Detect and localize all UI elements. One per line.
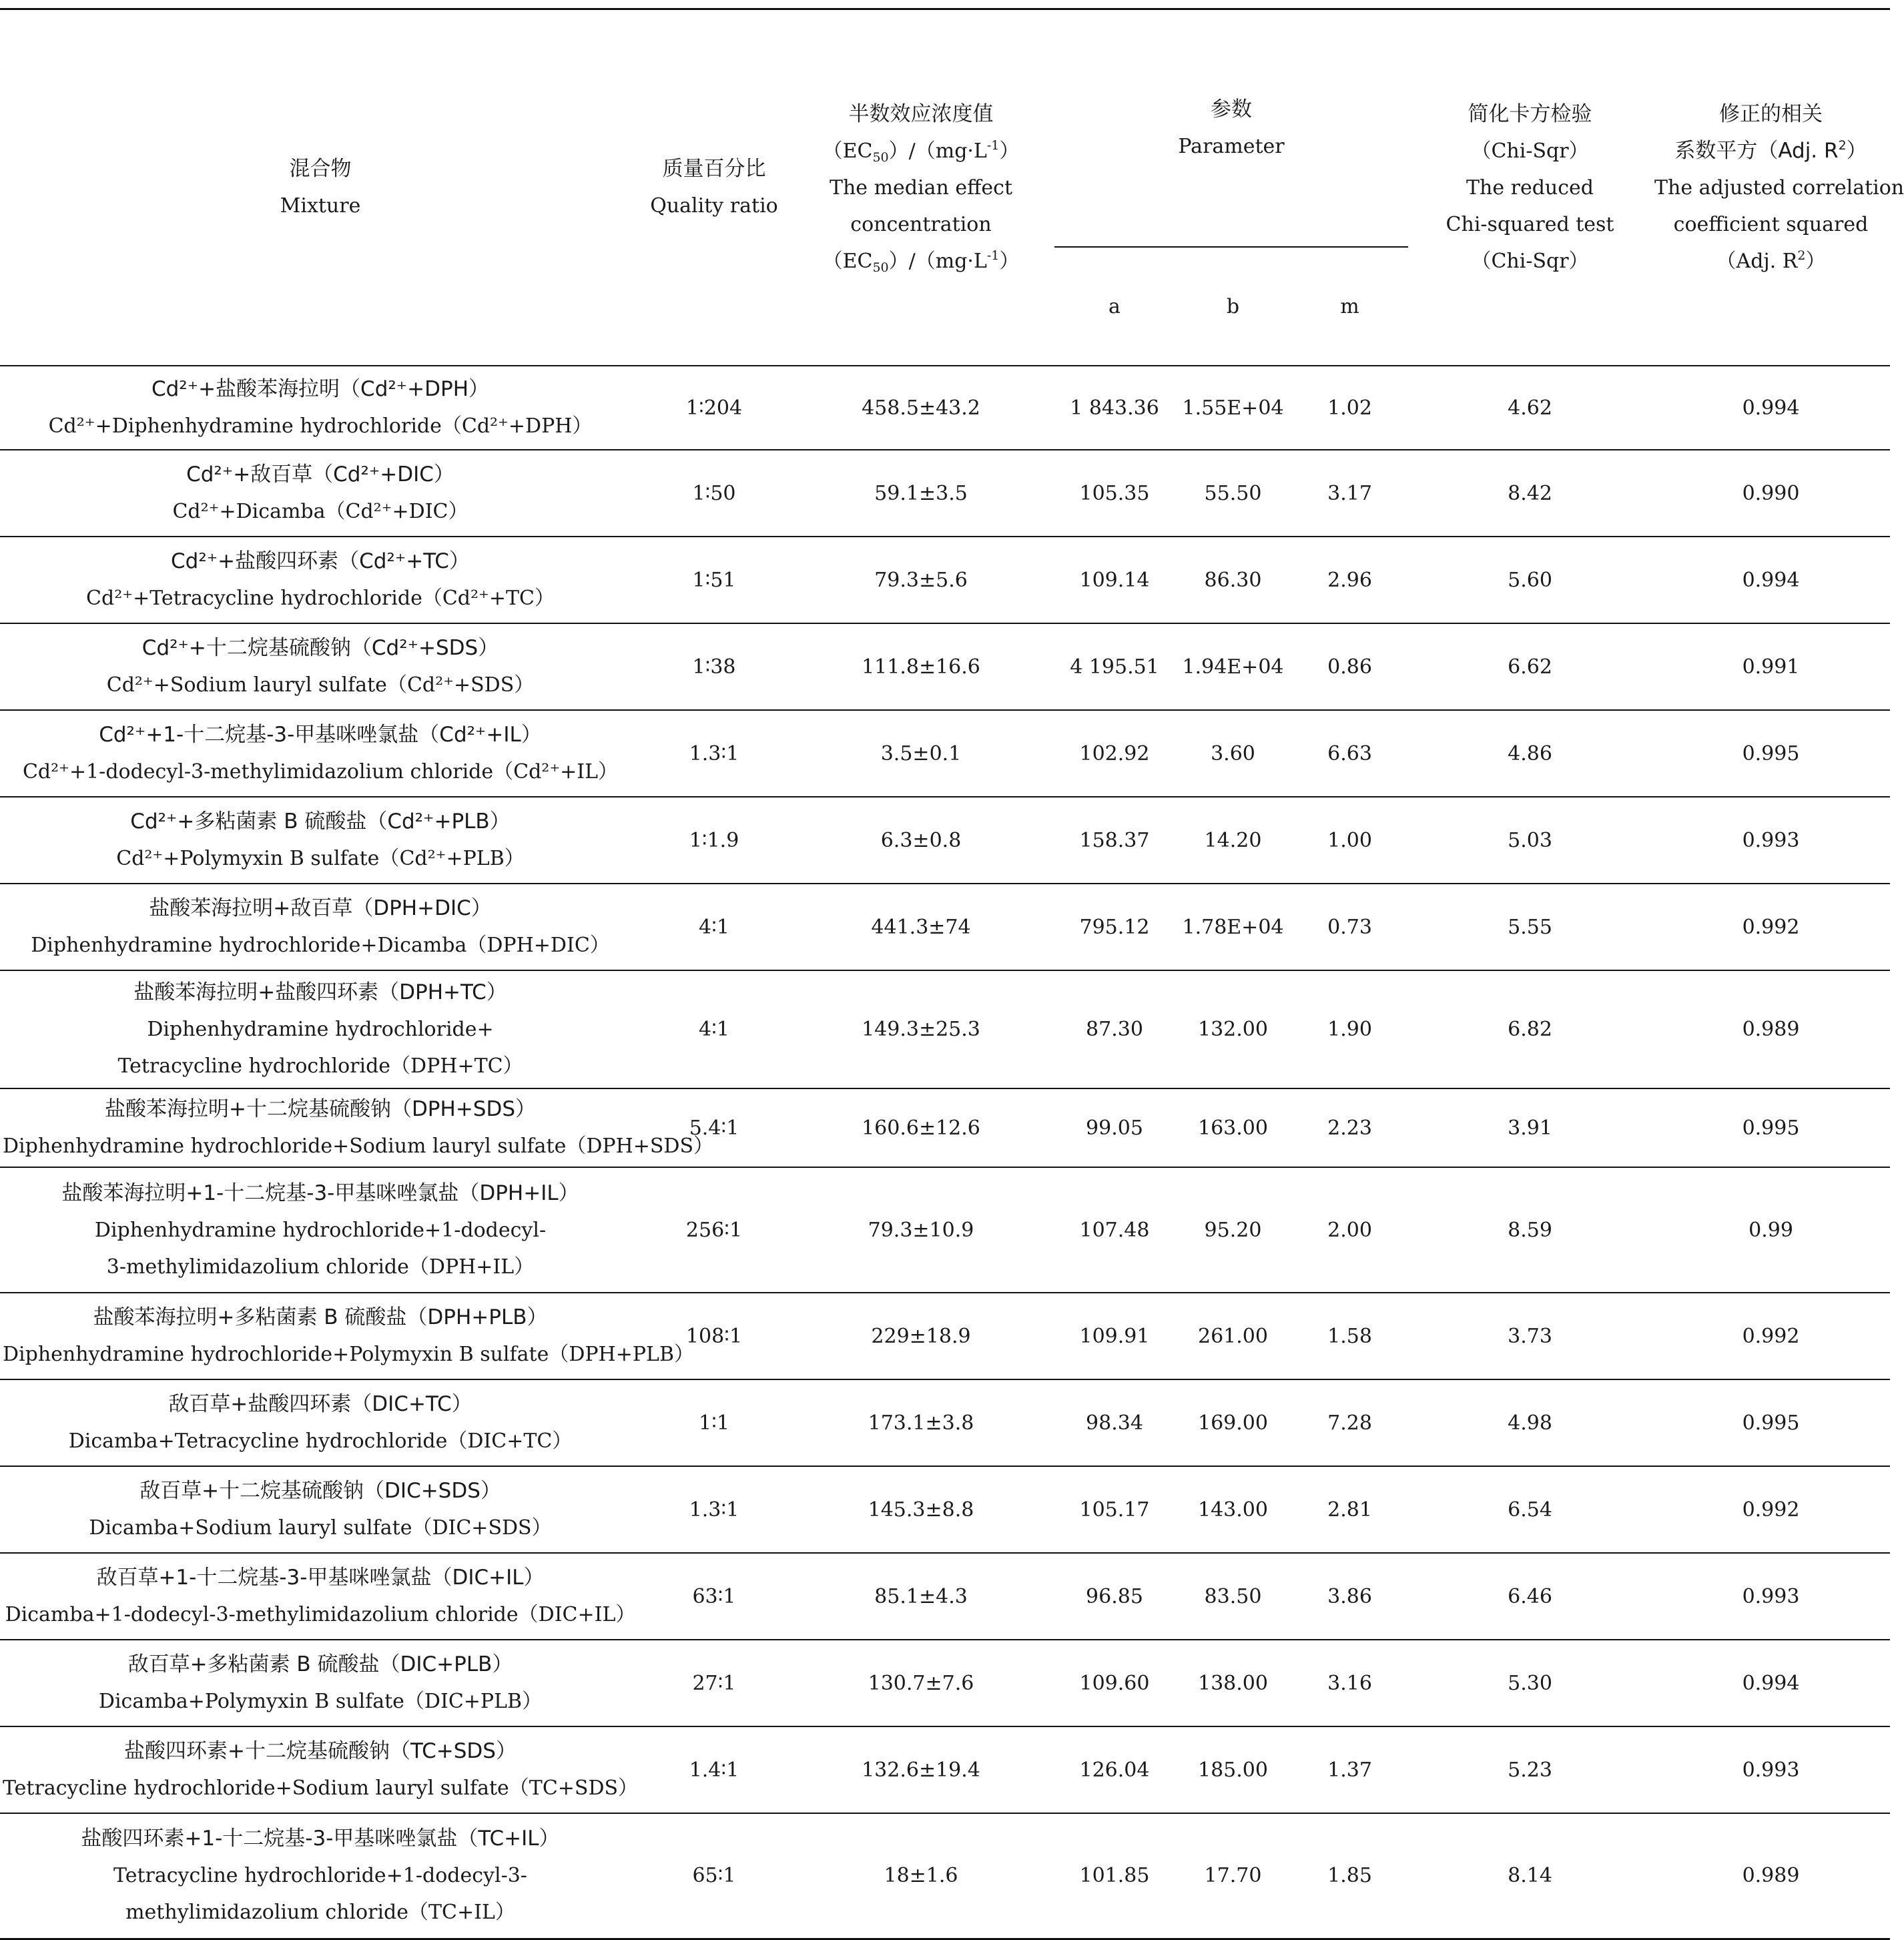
ec50-cell: 111.8±16.6 (787, 623, 1054, 710)
param-a-cell: 96.85 (1054, 1553, 1175, 1640)
param-b-cell: 3.60 (1175, 710, 1291, 797)
quality-ratio-cell: 27∶1 (641, 1640, 787, 1726)
mixture-cell (0, 1466, 641, 1553)
mixture-line: Diphenhydramine hydrochloride+ (147, 1018, 494, 1041)
param-b-cell: 163.00 (1175, 1088, 1291, 1167)
adj-r2-cell: 0.990 (1652, 450, 1890, 537)
quality-ratio-cell: 63∶1 (641, 1553, 787, 1640)
quality-ratio-cell: 5.4∶1 (641, 1088, 787, 1167)
chi-sqr-cell: 4.62 (1408, 366, 1652, 450)
table-row (0, 1726, 1890, 1813)
adj-r2-cell: 0.995 (1652, 1088, 1890, 1167)
header-param-m: m (1291, 247, 1408, 366)
mixture-line: Cd²⁺+Diphenhydramine hydrochloride（Cd²⁺+DPH） (48, 414, 593, 438)
mixture-line: Tetracycline hydrochloride+Sodium lauryl sulfate（TC+SDS） (3, 1776, 639, 1800)
mixture-cell (0, 366, 641, 450)
param-a-cell: 107.48 (1054, 1167, 1175, 1293)
mixture-line: 盐酸苯海拉明+十二烷基硫酸钠（DPH+SDS） (104, 1097, 537, 1121)
mixture-line: 盐酸苯海拉明+多粘菌素 B 硫酸盐（DPH+PLB） (93, 1305, 548, 1329)
param-a-cell: 99.05 (1054, 1088, 1175, 1167)
header-param-b: b (1175, 247, 1291, 366)
table-row (0, 366, 1890, 450)
adj-r2-cell: 0.991 (1652, 623, 1890, 710)
chi-sqr-cell: 5.03 (1408, 797, 1652, 884)
param-b-cell: 1.94E+04 (1175, 623, 1291, 710)
mixture-cell (0, 623, 641, 710)
adj-r2-cell: 0.992 (1652, 1293, 1890, 1379)
param-b-cell: 17.70 (1175, 1813, 1291, 1939)
param-m-cell: 2.81 (1291, 1466, 1408, 1553)
ec50-cell: 149.3±25.3 (787, 970, 1054, 1088)
table-row (0, 450, 1890, 537)
param-b-cell: 83.50 (1175, 1553, 1291, 1640)
mixture-line: Cd²⁺+1-十二烷基-3-甲基咪唑氯盐（Cd²⁺+IL） (99, 723, 542, 747)
ec50-cell: 160.6±12.6 (787, 1088, 1054, 1167)
ec50-unit: $(EC_{50})/(mg\cdot L^{-1})$ (822, 137, 1020, 165)
param-b-cell: 14.20 (1175, 797, 1291, 884)
ec50-unit-repeat: $(EC_{50})/(mg\cdot L^{-1})$ (822, 248, 1020, 275)
param-m-cell: 3.16 (1291, 1640, 1408, 1726)
quality-ratio-cell: 1∶204 (641, 366, 787, 450)
mixture-line: Cd²⁺+敌百草（Cd²⁺+DIC） (186, 462, 454, 487)
quality-ratio-cell: 1.3∶1 (641, 710, 787, 797)
mixture-line: 盐酸苯海拉明+盐酸四环素（DPH+TC） (133, 980, 507, 1004)
mixture-line: Diphenhydramine hydrochloride+Polymyxin B sulfate（DPH+PLB） (3, 1343, 695, 1366)
param-a-cell: 4 195.51 (1054, 623, 1175, 710)
quality-ratio-cell: 4∶1 (641, 884, 787, 970)
param-m-cell: 1.02 (1291, 366, 1408, 450)
chi-sqr-cell: 6.82 (1408, 970, 1652, 1088)
param-m-cell: 2.00 (1291, 1167, 1408, 1293)
param-b-cell: 55.50 (1175, 450, 1291, 537)
quality-ratio-cell: 1∶38 (641, 623, 787, 710)
mixture-line: Cd²⁺+Tetracycline hydrochloride（Cd²⁺+TC） (86, 587, 555, 610)
adj-r2-cell: 0.989 (1652, 1813, 1890, 1939)
header-quality-ratio: 质量百分比 Quality ratio (641, 9, 787, 366)
mixture-line: 敌百草+1-十二烷基-3-甲基咪唑氯盐（DIC+IL） (96, 1566, 545, 1590)
param-a-cell: 109.14 (1054, 537, 1175, 623)
quality-ratio-cell: 1.3∶1 (641, 1466, 787, 1553)
mixture-cell (0, 450, 641, 537)
param-m-cell: 1.90 (1291, 970, 1408, 1088)
mixture-cell (0, 1379, 641, 1466)
mixture-line: 敌百草+盐酸四环素（DIC+TC） (168, 1392, 472, 1416)
mixture-cell (0, 1553, 641, 1640)
table-row (0, 1293, 1890, 1379)
chi-sqr-cell: 5.55 (1408, 884, 1652, 970)
mixture-cell (0, 797, 641, 884)
ec50-cell: 6.3±0.8 (787, 797, 1054, 884)
mixture-line: Cd²⁺+Polymyxin B sulfate（Cd²⁺+PLB） (116, 847, 525, 870)
mixture-cell (0, 710, 641, 797)
ec50-cell: 229±18.9 (787, 1293, 1054, 1379)
param-a-cell: 109.60 (1054, 1640, 1175, 1726)
mixture-line: 盐酸苯海拉明+1-十二烷基-3-甲基咪唑氯盐（DPH+IL） (61, 1181, 579, 1205)
chi-sqr-cell: 6.46 (1408, 1553, 1652, 1640)
mixture-line: Dicamba+1-dodecyl-3-methylimidazolium chloride（DIC+IL） (5, 1603, 636, 1626)
mixture-line: 盐酸苯海拉明+敌百草（DPH+DIC） (149, 896, 492, 920)
param-b-cell: 1.55E+04 (1175, 366, 1291, 450)
adj-r2-cell: 0.995 (1652, 710, 1890, 797)
mixture-line: methylimidazolium chloride（TC+IL） (125, 1901, 515, 1925)
ec50-cell: 145.3±8.8 (787, 1466, 1054, 1553)
ec50-cell: 458.5±43.2 (787, 366, 1054, 450)
param-b-cell: 132.00 (1175, 970, 1291, 1088)
param-a-cell: 158.37 (1054, 797, 1175, 884)
chi-sqr-cell: 6.54 (1408, 1466, 1652, 1553)
param-m-cell: 3.86 (1291, 1553, 1408, 1640)
adj-r2-cell: 0.993 (1652, 1726, 1890, 1813)
table-row (0, 1640, 1890, 1726)
table-row (0, 970, 1890, 1088)
mixture-toxicity-table (0, 8, 1904, 1940)
mixture-line: Dicamba+Polymyxin B sulfate（DIC+PLB） (98, 1690, 543, 1713)
ec50-cell: 79.3±10.9 (787, 1167, 1054, 1293)
mixture-line: Dicamba+Tetracycline hydrochloride（DIC+TC） (68, 1429, 573, 1453)
quality-ratio-cell: 256∶1 (641, 1167, 787, 1293)
param-a-cell: 101.85 (1054, 1813, 1175, 1939)
chi-sqr-cell: 8.42 (1408, 450, 1652, 537)
param-a-cell: 1 843.36 (1054, 366, 1175, 450)
param-m-cell: 7.28 (1291, 1379, 1408, 1466)
mixture-line: Cd²⁺+1-dodecyl-3-methylimidazolium chloride（Cd²⁺+IL） (22, 760, 619, 783)
mixture-line: Cd²⁺+Dicamba（Cd²⁺+DIC） (172, 500, 468, 523)
mixture-line: 盐酸四环素+十二烷基硫酸钠（TC+SDS） (124, 1739, 517, 1763)
chi-sqr-cell: 4.86 (1408, 710, 1652, 797)
mixture-line: Dicamba+Sodium lauryl sulfate（DIC+SDS） (89, 1516, 552, 1540)
chi-sqr-cell: 8.14 (1408, 1813, 1652, 1939)
adj-r2-cell: 0.994 (1652, 1640, 1890, 1726)
param-b-cell: 169.00 (1175, 1379, 1291, 1466)
chi-sqr-cell: 3.91 (1408, 1088, 1652, 1167)
chi-sqr-cell: 5.23 (1408, 1726, 1652, 1813)
param-m-cell: 1.37 (1291, 1726, 1408, 1813)
quality-ratio-cell: 1∶50 (641, 450, 787, 537)
header-mixture: 混合物 Mixture (0, 9, 641, 366)
ec50-cell: 132.6±19.4 (787, 1726, 1054, 1813)
param-m-cell: 1.58 (1291, 1293, 1408, 1379)
quality-ratio-cell: 1∶51 (641, 537, 787, 623)
table-row (0, 797, 1890, 884)
param-a-cell: 109.91 (1054, 1293, 1175, 1379)
ec50-cell: 18±1.6 (787, 1813, 1054, 1939)
param-a-cell: 795.12 (1054, 884, 1175, 970)
table-row (0, 1379, 1890, 1466)
mixture-cell (0, 1726, 641, 1813)
param-m-cell: 0.73 (1291, 884, 1408, 970)
adj-r2-cell: 0.994 (1652, 366, 1890, 450)
param-m-cell: 2.96 (1291, 537, 1408, 623)
mixture-line: 敌百草+十二烷基硫酸钠（DIC+SDS） (139, 1479, 501, 1503)
param-m-cell: 6.63 (1291, 710, 1408, 797)
mixture-line: Tetracycline hydrochloride（DPH+TC） (117, 1054, 523, 1078)
mixture-line: Cd²⁺+盐酸苯海拉明（Cd²⁺+DPH） (151, 377, 490, 401)
param-m-cell: 2.23 (1291, 1088, 1408, 1167)
param-m-cell: 1.00 (1291, 797, 1408, 884)
param-a-cell: 126.04 (1054, 1726, 1175, 1813)
mixture-line: 敌百草+多粘菌素 B 硫酸盐（DIC+PLB） (127, 1652, 513, 1676)
ec50-cell: 79.3±5.6 (787, 537, 1054, 623)
quality-ratio-cell: 1∶1.9 (641, 797, 787, 884)
param-b-cell: 138.00 (1175, 1640, 1291, 1726)
table-row (0, 623, 1890, 710)
adj-r2-cell: 0.992 (1652, 1466, 1890, 1553)
table-row (0, 884, 1890, 970)
param-b-cell: 143.00 (1175, 1466, 1291, 1553)
param-a-cell: 102.92 (1054, 710, 1175, 797)
mixture-line: Diphenhydramine hydrochloride+Sodium lauryl sulfate（DPH+SDS） (3, 1135, 714, 1158)
mixture-cell (0, 970, 641, 1088)
param-b-cell: 261.00 (1175, 1293, 1291, 1379)
param-a-cell: 98.34 (1054, 1379, 1175, 1466)
header-ec50: 半数效应浓度值 $(EC_{50})/(mg\cdot L^{-1})$ The median effect concentration $(EC_{50})/(mg\cdot L^{-1})$ (787, 9, 1054, 366)
mixture-cell (0, 1640, 641, 1726)
table-row (0, 710, 1890, 797)
mixture-line: Diphenhydramine hydrochloride+1-dodecyl- (94, 1218, 547, 1242)
mixture-line: Diphenhydramine hydrochloride+Dicamba（DPH+DIC） (31, 934, 610, 957)
table-row (0, 1167, 1890, 1293)
mixture-line: Tetracycline hydrochloride+1-dodecyl-3- (113, 1864, 527, 1888)
header-chi-sqr: 简化卡方检验 （Chi-Sqr） The reduced Chi-squared test （Chi-Sqr） (1408, 9, 1652, 366)
header-parameter: 参数 Parameter (1054, 9, 1408, 248)
param-a-cell: 105.17 (1054, 1466, 1175, 1553)
table-row (0, 537, 1890, 623)
adj-r2-cell: 0.99 (1652, 1167, 1890, 1293)
ec50-cell: 59.1±3.5 (787, 450, 1054, 537)
table-row (0, 1813, 1890, 1939)
quality-ratio-cell: 65∶1 (641, 1813, 787, 1939)
table-row (0, 1466, 1890, 1553)
mixture-line: Cd²⁺+十二烷基硫酸钠（Cd²⁺+SDS） (141, 636, 499, 660)
adj-r2-cell: 0.995 (1652, 1379, 1890, 1466)
mixture-cell (0, 1167, 641, 1293)
param-a-cell: 105.35 (1054, 450, 1175, 537)
mixture-line: Cd²⁺+Sodium lauryl sulfate（Cd²⁺+SDS） (106, 673, 535, 697)
chi-sqr-cell: 5.60 (1408, 537, 1652, 623)
param-b-cell: 185.00 (1175, 1726, 1291, 1813)
param-b-cell: 1.78E+04 (1175, 884, 1291, 970)
table-row (0, 1088, 1890, 1167)
mixture-line: 盐酸四环素+1-十二烷基-3-甲基咪唑氯盐（TC+IL） (81, 1827, 560, 1851)
header-param-a: a (1054, 247, 1175, 366)
chi-sqr-cell: 5.30 (1408, 1640, 1652, 1726)
mixture-line: Cd²⁺+多粘菌素 B 硫酸盐（Cd²⁺+PLB） (130, 810, 511, 834)
mixture-cell (0, 884, 641, 970)
adj-r2-cell: 0.989 (1652, 970, 1890, 1088)
chi-sqr-cell: 3.73 (1408, 1293, 1652, 1379)
mixture-line: 3-methylimidazolium chloride（DPH+IL） (106, 1255, 535, 1279)
ec50-cell: 173.1±3.8 (787, 1379, 1054, 1466)
quality-ratio-cell: 4∶1 (641, 970, 787, 1088)
param-a-cell: 87.30 (1054, 970, 1175, 1088)
table-row (0, 1553, 1890, 1640)
ec50-cell: 85.1±4.3 (787, 1553, 1054, 1640)
param-m-cell: 1.85 (1291, 1813, 1408, 1939)
table-body (0, 366, 1890, 1939)
adj-r2-cell: 0.992 (1652, 884, 1890, 970)
mixture-cell (0, 1813, 641, 1939)
adj-r2-cell: 0.994 (1652, 537, 1890, 623)
mixture-cell (0, 537, 641, 623)
chi-sqr-cell: 4.98 (1408, 1379, 1652, 1466)
quality-ratio-cell: 108∶1 (641, 1293, 787, 1379)
adj-r2-cell: 0.993 (1652, 1553, 1890, 1640)
mixture-line: Cd²⁺+盐酸四环素（Cd²⁺+TC） (171, 549, 470, 573)
chi-sqr-cell: 6.62 (1408, 623, 1652, 710)
ec50-cell: 130.7±7.6 (787, 1640, 1054, 1726)
param-b-cell: 95.20 (1175, 1167, 1291, 1293)
param-m-cell: 3.17 (1291, 450, 1408, 537)
mixture-cell (0, 1293, 695, 1379)
param-b-cell: 86.30 (1175, 537, 1291, 623)
ec50-cell: 441.3±74 (787, 884, 1054, 970)
ec50-cell: 3.5±0.1 (787, 710, 1054, 797)
quality-ratio-cell: 1.4∶1 (641, 1726, 787, 1813)
param-m-cell: 0.86 (1291, 623, 1408, 710)
header-adj-r2: 修正的相关 系数平方（Adj. $R^2$） The adjusted correlation coefficient squared （Adj. $R^2$） (1652, 9, 1890, 366)
adj-r2-cell: 0.993 (1652, 797, 1890, 884)
quality-ratio-cell: 1∶1 (641, 1379, 787, 1466)
chi-sqr-cell: 8.59 (1408, 1167, 1652, 1293)
